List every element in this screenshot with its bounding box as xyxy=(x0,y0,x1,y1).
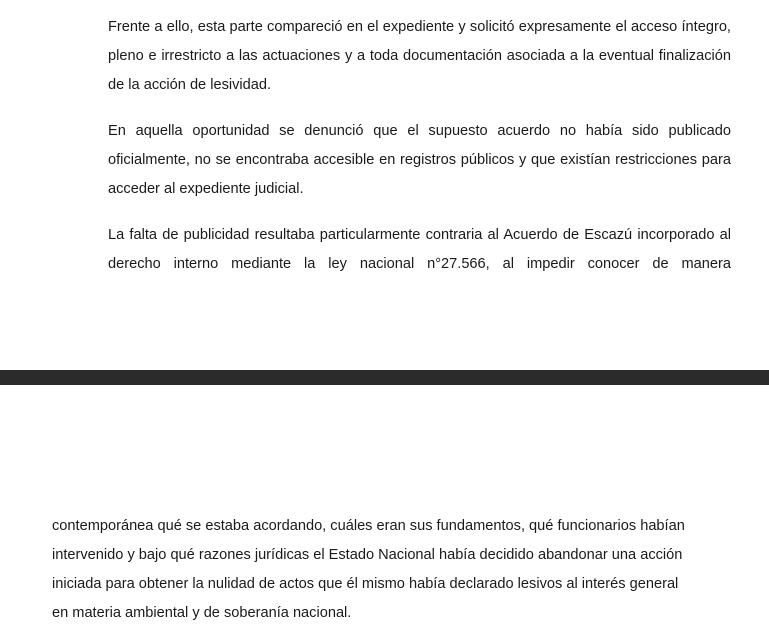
text-line: iniciada para obtener la nulidad de actos que él mismo había declarado lesivos al interés general xyxy=(52,576,679,592)
text-line: derecho interno mediante la ley nacional n°27.566, al impedir conocer de manera xyxy=(108,256,731,272)
paragraph xyxy=(108,117,731,204)
text-line: oficialmente, no se encontraba accesible en registros públicos y que existían restricciones para xyxy=(108,152,731,168)
paragraph xyxy=(108,221,731,279)
text-line: en materia ambiental y de soberanía nacional. xyxy=(52,605,352,621)
text-line: intervenido y bajo qué razones jurídicas el Estado Nacional había decidido abandonar una acción xyxy=(52,547,683,563)
text-line: acceder al expediente judicial. xyxy=(108,181,304,197)
paragraph xyxy=(52,512,692,628)
text-line: contemporánea qué se estaba acordando, cuáles eran sus fundamentos, qué funcionarios habían xyxy=(52,518,685,534)
text-line: La falta de publicidad resultaba particularmente contraria al Acuerdo de Escazú incorporado al xyxy=(108,227,731,243)
page-separator xyxy=(0,370,769,385)
text-line: Frente a ello, esta parte compareció en el expediente y solicitó expresamente el acceso íntegro, xyxy=(108,19,731,35)
paragraph xyxy=(108,13,731,100)
text-line: En aquella oportunidad se denunció que el supuesto acuerdo no había sido publicado xyxy=(108,123,731,139)
document-page-2 xyxy=(0,385,769,643)
text-line: de la acción de lesividad. xyxy=(108,77,272,93)
text-line: pleno e irrestricto a las actuaciones y a toda documentación asociada a la eventual finalización xyxy=(108,48,731,64)
